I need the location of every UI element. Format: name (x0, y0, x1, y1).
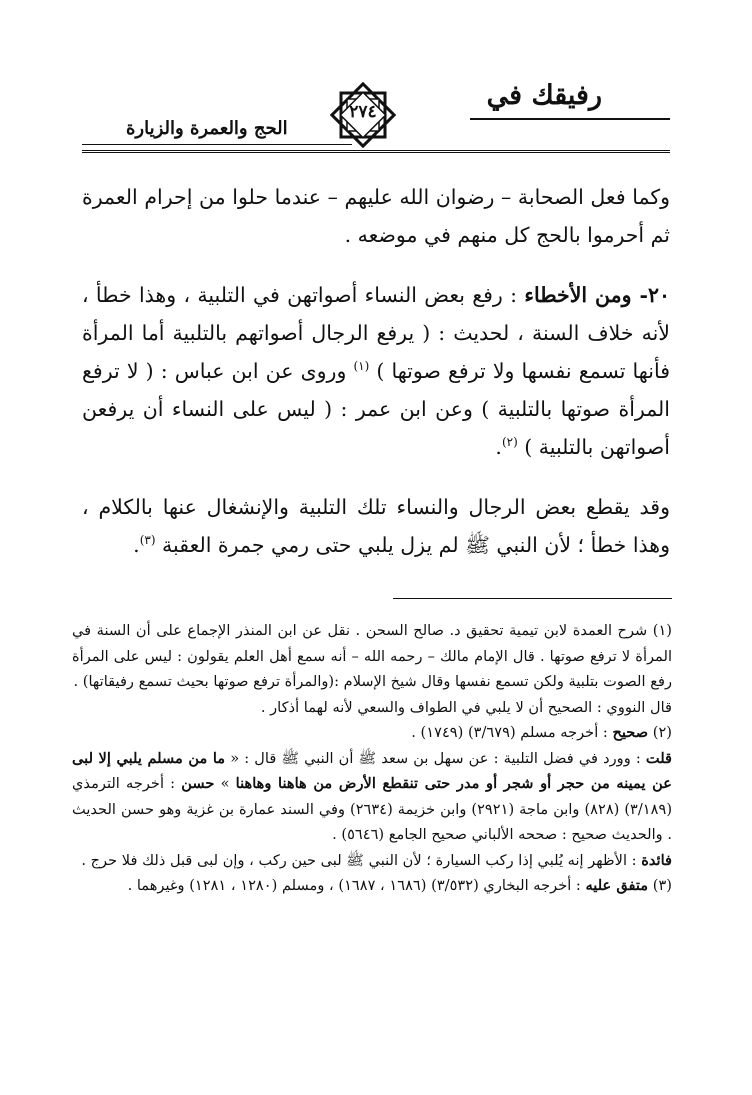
remark-grade: حسن (181, 775, 215, 792)
header-rule-top (470, 118, 670, 120)
footnote-separator (393, 598, 672, 599)
remark-label: قلت (645, 749, 672, 767)
header-rule-double (82, 150, 670, 153)
footnote-2-number: (٢) (652, 724, 672, 741)
header-rule-thin (82, 144, 352, 145)
footnote-3 (72, 873, 672, 899)
footnote-2-text: : أخرجه مسلم (٣/٦٧٩) (١٧٤٩) . (411, 724, 613, 741)
item-20-heading: ٢٠- ومن الأخطاء (524, 283, 671, 307)
footnote-2-grade: صحيح (612, 724, 649, 741)
footnote-1: (١) شرح العمدة لابن تيمية تحقيق د. صالح السحن . نقل عن ابن المنذر الإجماع على أن السنة في المرأة لا ترفع صوتها . قال الإمام مالك – رحمه الله – أنه سمع أهل العلم يقولون : ليس على المرأة رفع الصوت بتلبية ولكن تسمع نفسها وقال شيخ الإسلام :(والمرأة ترفع صوتها بحيث تسمع رفيقاتها) . (72, 622, 672, 690)
footnote-ref-2[interactable]: (٢) (501, 435, 518, 450)
remark-hadith: ما من مسلم يلبي إلا لبى عن يمينه من حجر أو شجر أو مدر حتى تنقطع الأرض من هاهنا وهاهنا (72, 749, 672, 792)
footnote-benefit (72, 848, 672, 874)
footnote-remark (72, 746, 672, 848)
main-text (82, 178, 670, 564)
paragraph-2-text-a: : رفع بعض النساء أصواتهن في التلبية ، وهذا خطأ ، لأنه خلاف السنة ، لحديث : ( يرفع الرجال أصواتهم بالتلبية أما المرأة فأنها تسمع نفسها ولا ترفع صوتها ) (82, 283, 670, 383)
benefit-text: : الأظهر إنه يُلبي إذا ركب السيارة ؛ لأن النبي ﷺ لبى حين ركب ، وإن لبى قبل ذلك فلا حرج . (81, 851, 642, 869)
footnote-3-number: (٣) (652, 877, 672, 894)
paragraph-3 (82, 488, 670, 564)
footnote-2 (72, 720, 672, 746)
footnote-3-text: : أخرجه البخاري (٣/٥٣٢) (١٦٨٦ ، ١٦٨٧) ، ومسلم (١٢٨٠ ، ١٢٨١) وغيرهما . (127, 877, 586, 894)
benefit-label: فائدة (641, 851, 672, 869)
book-title: رفيقك في (486, 80, 602, 111)
remark-text-c: : أخرجه الترمذي (٣/١٨٩) (٨٢٨) وابن ماجة (٢٩٢١) وابن خزيمة (٢٦٣٤) وفي السند عمارة بن غزية وهو حسن الحديث . والحديث صحيح : صححه الألباني صحيح الجامع (٥٦٤٦) . (72, 775, 673, 843)
remark-text-a: : وورد في فضل التلبية : عن سهل بن سعد ﷺ أن النبي ﷺ قال : « (225, 749, 646, 767)
footnote-ref-3[interactable]: (٣) (139, 533, 156, 548)
paragraph-3-text-b: . (133, 533, 140, 557)
paragraph-3-text-a: وقد يقطع بعض الرجال والنساء تلك التلبية والإنشغال عنها بالكلام ، وهذا خطأ ؛ لأن النبي ﷺ لم يزل يلبي حتى رمي جمرة العقبة (82, 495, 670, 557)
paragraph-1: وكما فعل الصحابة – رضوان الله عليهم – عندما حلوا من إحرام العمرة ثم أحرموا بالحج كل منهم في موضعه . (82, 185, 670, 247)
paragraph-2-text-b: وروى عن ابن عباس : ( لا ترفع المرأة صوتها بالتلبية ) وعن ابن عمر : ( ليس على النساء أن يرفعن أصواتهن بالتلبية ) (82, 359, 670, 459)
footnotes (72, 618, 672, 899)
remark-text-b: » (214, 775, 236, 792)
footnote-1-note: قال النووي : الصحيح أن لا يلبي في الطواف والسعي لأنه لهما أذكار . (260, 698, 672, 716)
footnote-ref-1[interactable]: (١) (353, 359, 370, 374)
paragraph-2-text-c: . (495, 435, 502, 459)
paragraph-2 (82, 276, 670, 466)
book-subtitle: الحج والعمرة والزيارة (126, 118, 288, 139)
footnote-3-grade: متفق عليه (585, 877, 649, 894)
page-number: ٢٧٤ (349, 102, 377, 122)
